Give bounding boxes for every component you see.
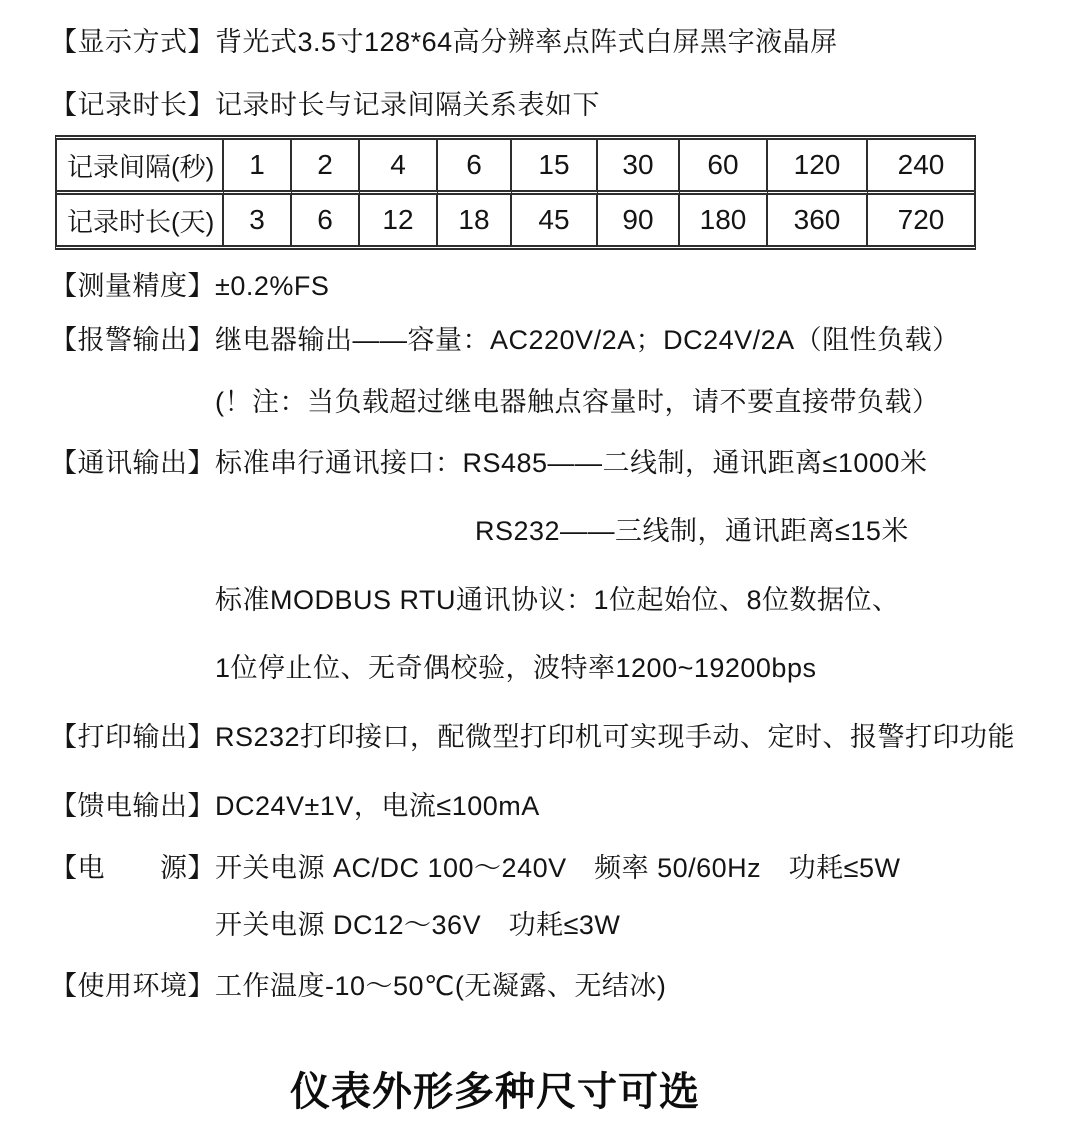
spec-row-environment	[50, 967, 666, 1005]
spec-label-comm-output: 【通讯输出】	[50, 448, 215, 478]
spec-row-alarm-output	[50, 321, 960, 359]
table-row-interval	[57, 140, 974, 195]
spec-value-power-dc: 开关电源 DC12～36V 功耗≤3W	[215, 910, 621, 940]
table-cell: 6	[438, 140, 512, 195]
spec-value-display-mode: 背光式3.5寸128*64高分辨率点阵式白屏黑字液晶屏	[215, 27, 838, 57]
spec-row-comm-modbus	[215, 581, 900, 619]
table-cell: 12	[360, 195, 438, 245]
table-cell: 240	[868, 140, 974, 195]
spec-label-print-output: 【打印输出】	[50, 722, 215, 752]
spec-row-print-output	[50, 718, 1015, 756]
spec-value-alarm-note: (！注：当负载超过继电器触点容量时，请不要直接带负载）	[215, 387, 940, 417]
spec-row-feed-output	[50, 787, 540, 825]
spec-label-display-mode: 【显示方式】	[50, 27, 215, 57]
spec-row-power-ac	[50, 849, 901, 887]
spec-row-comm-output	[50, 444, 927, 482]
table-cell: 90	[598, 195, 680, 245]
table-row-duration	[57, 195, 974, 245]
spec-value-comm-rs485: 标准串行通讯接口：RS485——二线制，通讯距离≤1000米	[215, 448, 928, 478]
spec-label-record-duration: 【记录时长】	[50, 90, 215, 120]
table-cell: 15	[512, 140, 598, 195]
spec-label-environment: 【使用环境】	[50, 971, 215, 1001]
spec-value-feed-output: DC24V±1V，电流≤100mA	[215, 791, 540, 821]
record-interval-duration-table	[55, 135, 976, 250]
table-header-interval: 记录间隔(秒)	[57, 140, 224, 195]
spec-label-power: 【电 源】	[50, 853, 215, 883]
footer-heading: 仪表外形多种尺寸可选	[290, 1070, 700, 1114]
spec-value-environment: 工作温度-10～50℃(无凝露、无结冰)	[215, 971, 667, 1001]
spec-row-comm-rs232	[475, 512, 909, 550]
spec-label-feed-output: 【馈电输出】	[50, 791, 215, 821]
table-cell: 30	[598, 140, 680, 195]
table-cell: 180	[680, 195, 768, 245]
table-cell: 45	[512, 195, 598, 245]
spec-value-comm-modbus: 标准MODBUS RTU通讯协议：1位起始位、8位数据位、	[215, 585, 900, 615]
table-cell: 18	[438, 195, 512, 245]
spec-value-accuracy: ±0.2%FS	[215, 271, 330, 301]
spec-label-alarm-output: 【报警输出】	[50, 325, 215, 355]
table-cell: 6	[292, 195, 360, 245]
spec-row-record-duration	[50, 86, 600, 124]
table-cell: 3	[224, 195, 292, 245]
table-cell: 1	[224, 140, 292, 195]
spec-row-display-mode	[50, 23, 838, 61]
spec-value-record-duration: 记录时长与记录间隔关系表如下	[215, 90, 600, 120]
table-cell: 2	[292, 140, 360, 195]
spec-label-accuracy: 【测量精度】	[50, 271, 215, 301]
table-cell: 720	[897, 204, 945, 235]
table-cell: 360	[768, 195, 868, 245]
table-cell: 120	[768, 140, 868, 195]
spec-value-comm-rs232: RS232——三线制，通讯距离≤15米	[475, 516, 909, 546]
spec-row-comm-baud	[215, 649, 816, 687]
spec-value-alarm-output: 继电器输出——容量：AC220V/2A；DC24V/2A（阻性负载）	[215, 325, 960, 355]
spec-row-accuracy	[50, 267, 329, 305]
spec-value-print-output: RS232打印接口，配微型打印机可实现手动、定时、报警打印功能	[215, 722, 1016, 752]
spec-value-comm-baud: 1位停止位、无奇偶校验，波特率1200~19200bps	[215, 653, 817, 683]
table-cell: 60	[680, 140, 768, 195]
spec-value-power-ac: 开关电源 AC/DC 100～240V 频率 50/60Hz 功耗≤5W	[215, 853, 901, 883]
table-cell: 4	[360, 140, 438, 195]
spec-row-power-dc	[215, 906, 620, 944]
spec-note-alarm-warning	[215, 383, 940, 421]
table-header-duration: 记录时长(天)	[57, 195, 224, 245]
